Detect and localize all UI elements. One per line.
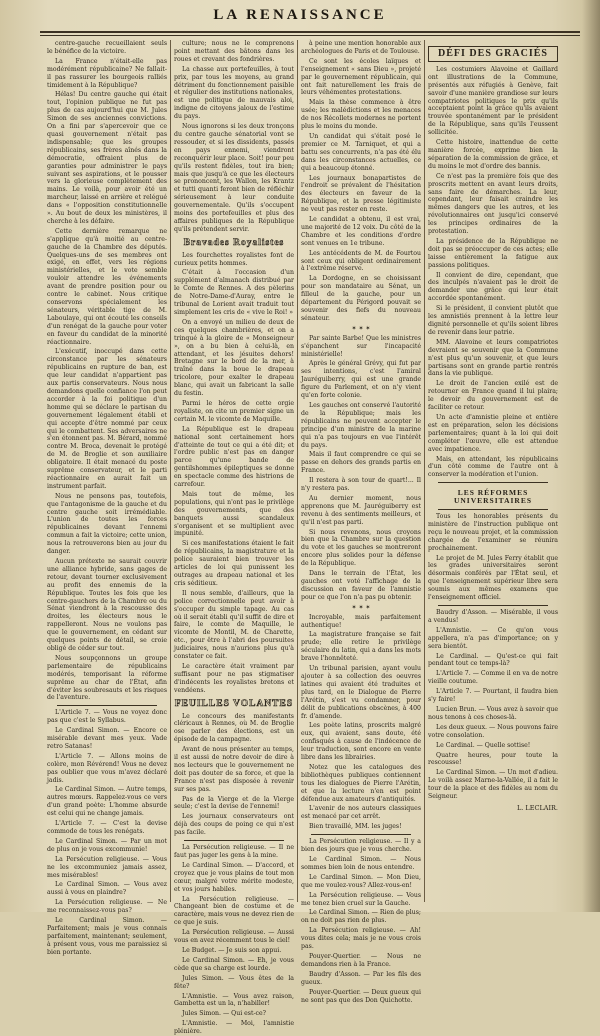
column-3 xyxy=(301,40,421,1004)
dialogue-line: La Persécution religieuse. — Il y a bien des jours que je vous cherche. xyxy=(301,838,421,854)
paragraph: Un candidat qui s'était posé le premier ce M. Tarniquet, et qui a battu ses concurrents, n'a pas été élu dans les circonstances actuelles, ce qui a beaucoup étonné. xyxy=(301,132,421,172)
dialogue-line: Le Cardinal Simon. — Parfaitement; mais je vous connais parfaitement, maintenant; seulement, à présent vous, vous me paraissiez si bien portante. xyxy=(47,917,167,956)
paragraph: La République est le drapeau national sont certainement hors d'atteinte de tout ce qui a été dit; et l'ordre public n'est pas en danger parce qu'une bande de gentilshommes épileptiques se donne en spectacle comme des histrions de carrefour. xyxy=(174,425,294,489)
paragraph: La présidence de la République ne doit pas se préoccuper de ces actes; elle laisse entièrement la fatigue aux passions politiques. xyxy=(428,237,558,269)
paragraph: Incroyable, mais parfaitement authentique! xyxy=(301,613,421,629)
section-heading-feuilles-volantes: FEUILLES VOLANTES xyxy=(174,698,294,709)
paragraph: Il nous semble, d'ailleurs, que la police correctionnelle peut avoir à s'occuper du simple tapage. Au cas où il serait établi qu'il suffit de dire et faire, le comte de Maquille, le vicomte de Montil, M. de Charette, etc., pour être à l'abri des poursuites judiciaires, nous n'aurions plus qu'à constater ce fait. xyxy=(174,589,294,661)
section-rule xyxy=(438,605,548,606)
paragraph: Nous ne pensons pas, toutefois, que l'antagonisme de la gauche et du centre gauche soit irrémédiable. L'union de toutes les forces républicaines devant l'ennemi commun a fait la victoire; cette union, nous la retrouverons bien au jour du danger. xyxy=(47,492,167,556)
section-rule xyxy=(438,509,548,510)
column-1 xyxy=(47,40,167,956)
dialogue-line: Quatre heures, pour toute la rescousse! xyxy=(428,751,558,767)
paragraph: Les poète latins, proscrits malgré eux, qui avaient, sans doute, été confisqués à cause de l'indécence de leur traduction, sont encore en vente libre dans les librairies. xyxy=(301,722,421,762)
paragraph: Le caractère était vraiment par suffisant pour ne pas stigmatiser d'indécents les royalistes bretons et vendéens. xyxy=(174,662,294,694)
paragraph: Les antécédents de M. de Fourtou sont ceux qui obligent ordinairement à l'extrême réserve. xyxy=(301,249,421,273)
paragraph: Dans le terrain de l'État, les gauches ont voté l'affichage de la discussion en faveur de l'amnistie pour ce que l'on n'a pas pu obtenir. xyxy=(301,570,421,601)
section-rule xyxy=(438,482,548,483)
dialogue-line: Baudry d'Asson. — Par les fils des gueux. xyxy=(301,970,421,986)
section-rule xyxy=(311,834,411,835)
paragraph: Mais, en attendant, les républicains d'un côté comme de l'autre ont à conserver la modération et l'union. xyxy=(428,455,558,479)
paragraph: Aucun prétexte ne saurait couvrir une alliance hybride, sans gages de retour, devant tourner exclusivement au profit des ennemis de la République. Toutes les fois que les centre-gauchers de la Chambre ou du Sénat viendront à la rescousse des droites, les électeurs nous le rappelleront. Nous ne voulons pas que le gouvernement, en cédant sur quelques points de détail, se croie obligé de céder sur tout. xyxy=(47,558,167,652)
paragraph: La France n'était-elle pas modérément républicaine? Ne fallait-il pas rassurer les bourgeois ralliés timidement à la République? xyxy=(47,57,167,89)
column-2 xyxy=(174,40,294,1036)
paragraph: La magistrature française se fait prude; elle retire le privilège séculaire du latin, qui a dans les mots brave l'honnêteté. xyxy=(301,631,421,663)
dialogue-line: Le Budget. — Je suis son appui. xyxy=(182,946,282,954)
paragraph: La chasse aux portefeuilles, à tout prix, par tous les moyens, au grand détriment du fonctionnement paisible et régulier des institutions nationales, est une politique de mauvais aloi, indigne de citoyens jaloux de l'estime du pays. xyxy=(174,65,294,121)
ornament-divider: ✶ ✶ ✶ xyxy=(351,603,371,611)
page-edge-shadow xyxy=(582,0,600,912)
dialogue-line: La Persécution religieuse. — Vous me tenez bien cruel sur la Gauche. xyxy=(301,891,421,907)
author-signature: L. LECLAIR. xyxy=(516,803,558,812)
paragraph: Un tribunal parisien, ayant voulu ajouter à sa collection des oeuvres latines qui avaient été traduites et plus tard, en le Dialogue de Pierre l'Arétin, s'est vu condamner, pour délit de publications obscènes, à 400 fr. d'amende. xyxy=(301,665,421,720)
dialogue-line: La Persécution religieuse. — Aussi vous en avez récemment tous le ciel! xyxy=(174,929,294,945)
dialogue-line: Le Cardinal Simon. — Mon Dieu, que me voulez-vous? Allez-vous-en! xyxy=(301,873,421,889)
paragraph: Cette histoire, inattendue de cette manière forcée, exprime bien la séparation de la commission de grâce, et du moins le mot d'ordre des bannis. xyxy=(428,139,558,170)
dialogue-line: Les deux gueux. — Nous pouvons faire votre consolation. xyxy=(428,723,559,739)
paragraph: Ce sont les écoles laïques et l'enseignement « sans Dieu », projeté par le gouvernement républicain, qui ont fait naturellement les frais de leurs véhémentes protestations. xyxy=(301,57,421,97)
dialogue-line: La Persécution religieuse. — Vous ne les excommuniez jamais assez, mes misérables! xyxy=(47,855,167,879)
paragraph: Mais tout de même, les populations, qui n'ont pas le privilège des gouvernements, que des banquets aussi scandaleux s'organisent et se multiplient avec impunité. xyxy=(174,490,294,538)
dialogue-line: L'Amnistie. — Vous avez raison, Gambetta est un la, n'habiller! xyxy=(174,992,294,1008)
dialogue-line: Le Cardinal. — Qu'est-ce qui fait pendant tout ce temps-là? xyxy=(428,652,558,668)
dialogue-line: Le Cardinal Simon. — Nous sommes bien loin de nous entendre. xyxy=(301,856,421,871)
paragraph: MM. Alavoine et leurs compatriotes devraient se souvenir que la Commune n'est plus qu'un souvenir, et que leurs partisans sont en grande partie rentrés dans la vie publique. xyxy=(428,338,558,378)
dialogue-line: L'Article 7. — Vous ne voyez donc pas que c'est le Syllabus. xyxy=(47,709,167,725)
paragraph: Avant de nous présenter au temps, il est aussi de notre devoir de dire à nos lecteurs que le gouvernement ne doit pas douter de sa force, et que la France n'est pas disposée à revenir sur ses pas. xyxy=(174,746,294,793)
paragraph: Le candidat a obtenu, il est vrai, une majorité de 12 voix. Du côté de la Chambre et les conditions d'ordre sont venues en 1e tribune. xyxy=(301,216,421,247)
dialogue-line: Pouyer-Quertier. — Deux gueux qui ne sont pas que des Don Quichotte. xyxy=(301,988,421,1004)
dialogue-line: Le Cardinal Simon. — Par un mot de plus on je vous excommunie! xyxy=(47,837,167,853)
header-rule-thick xyxy=(40,31,580,33)
dialogue-line: Jules Simon. — Vous êtes de la fête? xyxy=(174,974,294,990)
paragraph: Notez que les catalogues des bibliothèques publiques contiennent tous les dialogues de Pierre l'Arétin, et que la lecture n'en est point défendue aux amateurs d'antiquités. xyxy=(301,763,421,803)
paragraph: Nous soupçonnons un groupe parlementaire de républicains modérés, temporisant la réforme suprême au char de l'État, afin d'éviter les soubresauts et les risques de l'aventure. xyxy=(47,654,167,702)
column-divider xyxy=(170,40,171,902)
paragraph: Par sainte Barbe! Que les ministres s'épanchent sur l'incapacité ministérielle! xyxy=(301,334,421,358)
paragraph: Il convient de dire, cependant, que des inculpés n'avaient pas le droit de demander une grâce qui leur était accordée spontanément. xyxy=(428,271,558,303)
paragraph: L'avenir de nos auteurs classiques est menacé par cet arrêt. xyxy=(301,805,421,821)
paragraph: centre-gauche recueillaient seuls le bénéfice de la victoire. xyxy=(47,40,167,55)
dialogue-line: Baudry d'Asson. — Misérable, il vous a vendus! xyxy=(428,609,558,624)
paragraph: Les journaux conservateurs ont déjà des coups de poing ce qui n'est pas facile. xyxy=(174,813,294,837)
paragraph: Si ces manifestations étaient le fait de républicains, la magistrature et la police sauraient bien trouver les articles de loi qui punissent les outrages au drapeau national et les cris séditieux. xyxy=(174,540,294,587)
paragraph: Les fourchettes royalistes font de curieux petits hommes. xyxy=(174,251,294,267)
dialogue-line: L'Article 7. — C'est la devise commode de tous les renégats. xyxy=(47,820,167,835)
paragraph: Le concours des manifestants cléricaux à Rennes, où M. de Broglie ose parler des élections, est un épisode de la campagne. xyxy=(174,712,294,744)
section-heading-bravades: Bravades Royalistes xyxy=(183,237,285,248)
section-heading-defi-des-gracies: DÉFI DES GRACIÉS xyxy=(428,46,558,62)
dialogue-line: Jules Simon. — Qui est-ce? xyxy=(182,1010,266,1018)
masthead-title: LA RENAISSANCE xyxy=(213,7,387,23)
dialogue-line: Pouyer-Quertier. — Nous ne demandons rien à la France. xyxy=(301,952,421,968)
paragraph: à peine une mention honorable aux archéologues de Paris et de Toulouse. xyxy=(301,40,421,55)
header-rule-thin xyxy=(40,35,580,36)
paragraph: Après le général Grévy, qui fut par ses intentions, c'est l'amiral Jauréguiberry, qui est une grande figure du Parlement, et on n'y vient qu'en forte colonie. xyxy=(301,360,421,400)
section-rule xyxy=(184,840,284,841)
dialogue-line: Le Cardinal Simon. — Rien de plus; on ne doit pas rien de plus. xyxy=(301,909,421,925)
section-rule xyxy=(57,705,157,706)
dialogue-line: Le Cardinal Simon. — Eh, je vous cède que sa charge est lourde. xyxy=(174,956,294,972)
dialogue-line: Le Cardinal Simon. — Un mot d'adieu. Le voilà assez Marne-la-Vallée, il a fait le tour de la place et des fidèles au nom du Seigneur. xyxy=(428,769,558,801)
paragraph: Les gauches ont conservé l'autorité de la République; mais les républicains ne peuvent accepter le principe d'un ministre de la marine qui n'a pas toujours en vue l'intérêt du pays. xyxy=(301,401,421,449)
dialogue-line: Le Cardinal. — Quelle sottise! xyxy=(436,741,531,749)
ornament-divider: ✶ ✶ ✶ xyxy=(351,324,371,332)
dialogue-line: La Persécution religieuse. — Ne me reconnaissez-vous pas? xyxy=(47,899,167,915)
paragraph: Nous ignorons si les deux tronçons du centre gauche sénatorial vont se ressouder, et si les dissidents, passés en pays ennemi, viendront reconquérir leur place. Soit! pour peu qu'ils restent fidèles, tout ira bien; mais que jusqu'à ce que les électeurs se prononcent, les Wallon, les Krantz et tutti quanti feront bien de réfléchir sérieusement à leur conduite gouvernementale. Qu'ils s'occupent moins des portefeuilles et plus des affaires publiques de la République qu'ils prétendent servir. xyxy=(174,123,294,233)
column-4 xyxy=(428,40,558,902)
paragraph: Les costumiers Alavoine et Gaillard ont illustrations de la Commune, présentés aux réfugiés à Genève, fait savoir d'une manière grandiose sur leurs compatriotes politiques le prix qu'ils acceptaient point la grâce qu'ils avaient trouvée spontanément par le président de la République, sans qu'ils l'eussent sollicitée. xyxy=(428,65,558,137)
paragraph: La Dordogne, en se choisissant pour son mandataire au Sénat, un filleul de la gauche, pour un département du Périgord pouvait se souvenir des fiefs du nouveau sénateur. xyxy=(301,275,421,322)
paragraph: Cette dernière remarque ne s'applique qu'à moitié au centre-gauche de la Chambre des députés. Quelques-uns de ses membres ont exigé, en effet, vers les régions ministérielles, et le vote semble vouloir attendre les événements avant de prendre position pour ou contre le cabinet. Nous critique conservons spécialement les sénateurs, véritable tige de M. Laboulaye, qui ont écouté les conseils d'un renégat de la gauche pour voter en faveur du candidat de la minorité réactionnaire. xyxy=(47,227,167,346)
dialogue-line: La Persécution religieuse. — Il ne faut pas juger les gens à la mine. xyxy=(174,844,294,859)
paragraph: Parmi le héros de cette orgie royaliste, on cite un premier signe un certain M. le vicomte de Maquille. xyxy=(174,399,294,423)
section-heading-reformes-universitaires: LES RÉFORMES UNIVERSITAIRES xyxy=(453,488,533,506)
dialogue-line: La Persécution religieuse. — Changeant bien de costume et de caractère, mais vous ne devez rien de ce que je suis. xyxy=(174,895,294,927)
masthead xyxy=(0,0,600,30)
paragraph: Le droit de l'ancien exilé est de retourner en France quand il lui plaira; le devoir du gouvernement est de faciliter ce retour. xyxy=(428,380,558,412)
paragraph: Le projet de M. Jules Ferry établit que les grades universitaires seront désormais conférés par l'État seul, et que l'enseignement supérieur libre sera soumis aux mêmes examens que l'enseignement officiel. xyxy=(428,554,558,602)
paragraph: Si le président, il convient plutôt que les amnistiés prennent à la lettre leur dignité personnelle et qu'ils soient libres de revenir dans leur patrie. xyxy=(428,305,558,336)
paragraph: Hélas! Du centre gauche qui était tout, l'opinion publique ne fut pas plus de cas aujourd'hui que M. Jules Simon de ses anciennes convictions. On a fini par s'apercevoir que ce quasi gouvernement n'était pas indispensable; que les groupes républicains, ses frères aînés dans la démocratie, offraient plus de garanties pour administrer le pays suivant ses aspirations, et le pousser vers la glorieuse complètement des mains. Le voilà, pour avoir été un marcheur, laissé en arrière et relégué dans « l'opposition constitutionnelle ». Au bout de deux les ministères, il cherche à les défaire. xyxy=(47,91,167,225)
paragraph: Si nous revenons, nous croyons bien que la Chambre sur la question du vote et les gauches se montreront encore plus solides pour la défense de la République. xyxy=(301,528,421,568)
paragraph: On a envoyé un milieu de deux de ces quelques chambrières, et on a trinqué à la gloire de « Monseigneur », on a bu bien à celui-là, en attendant, et les jésuites dehors! Bretagne sur le bord de la mer, à traîné dans la boue le drapeau tricolore, pour exalter le drapeau blanc, qui avait un fabricant la salle du festin. xyxy=(174,318,294,398)
paragraph: Pas de la Vierge et de la Vierge seule; c'est la devise de l'ennemi! xyxy=(174,795,294,811)
dialogue-line: L'Amnistie. — Ce qu'on vous appellera, n'a pas d'importance; on y sera bientôt. xyxy=(428,626,558,650)
column-divider xyxy=(297,40,298,902)
dialogue-line: Lucien Brun. — Vous avez à savoir que nous tenons à ces choses-là. xyxy=(428,705,558,721)
paragraph: culture; nous ne le comprenons point mettant des bâtons dans les roues et crevant des fondrières. xyxy=(174,40,294,63)
dialogue-line: L'Article 7. — Pourtant, il faudra bien s'y faire! xyxy=(428,688,558,704)
column-divider xyxy=(424,40,425,902)
paragraph: Les journaux bonapartistes de l'endroit se prévalent de l'hésitation des électeurs en faveur de la République, et la presse légitimiste ne veut pas rester en reste. xyxy=(301,174,421,214)
paragraph: Bien travaillé, MM. les juges! xyxy=(309,823,402,831)
paragraph: Tous les honorables présents du ministère de l'instruction publique ont reçu le nouveau projet, et la commission chargée de l'examiner se réunira prochainement. xyxy=(428,513,558,552)
dialogue-line: Le Cardinal Simon. — Autre temps, autres mœurs. Rappelez-vous ce vers d'un grand poète: L'homme absurde est celui qui ne change jamais. xyxy=(47,786,167,818)
dialogue-line: Le Cardinal Simon. — Vous avez aussi à vous en plaindre? xyxy=(47,881,167,897)
paragraph: Au dernier moment, nous apprenons que M. Jauréguiberry est revenu à des sentiments meilleurs, et qu'il n'est pas parti. xyxy=(301,494,421,526)
dialogue-line: Le Cardinal Simon. — D'accord, et croyez que je vous plains de tout mon cœur, malgré votre mérite modeste, et vos jours habiles. xyxy=(174,861,294,893)
paragraph: Mais la thèse commence à être usée; les malédictions et les menaces de nos Récollets modernes ne portent plus le moins du monde. xyxy=(301,99,421,131)
dialogue-line: La Persécution religieuse. — Ah! vous dites cela; mais je ne vous crois pas. xyxy=(301,927,421,951)
paragraph: L'exécutif, inoccupé dans cette circonstance par les sénateurs républicains en rupture de ban, est que leur candidat n'appartient pas aux partis conservateurs. Nous nous demandons quelle confiance l'on peut accorder à la foi politique d'un homme qui se déclare le partisan du gouvernement légalement établi et qui accepte d'être nommé par ceux qui le combattent. Ses adversaires ne s'en étonnent pas. M. Bérard, nommé contre M. Broca, devenait le protégé de M. de Broglie et son auxiliaire obligatoire. Il était menacé du poste suprême conservateur, et le parti réactionnaire en aurait fait un instrument parfait. xyxy=(47,348,167,490)
dialogue-line: L'Article 7. — Allons moins de colère, mon Révérend! Vous ne devez pas oublier que vous m'avez déclaré jadis. xyxy=(47,752,167,784)
dialogue-line: L'Amnistie. — Moi, l'amnistie plénière. xyxy=(174,1020,294,1036)
paragraph: C'était à l'occasion d'un supplément d'almanach distribué par le Comte de Rennes. A des pèlerins de Notre-Dame-d'Auray, entre le tribunal de Lorient avait traduit tout simplement les cris de « vive le Roi! » xyxy=(174,269,294,316)
dialogue-line: L'Article 7. — Comme il en va de notre vieille coutume. xyxy=(428,670,558,686)
paragraph: Mais il faut comprendre ce qui se passe en dehors des grands partis en France. xyxy=(301,451,421,475)
dialogue-line: Le Cardinal Simon. — Encore ce misérable devant mes yeux. Vade retro Satanas! xyxy=(47,727,167,750)
paragraph: Un acte d'amnistie pleine et entière est en préparation, selon les décisions parlementaires; quant à la loi qui doit compléter l'œuvre, elle est attendue avec impatience. xyxy=(428,413,558,453)
paragraph: Ce n'est pas la première fois que des proscrits mettent en avant leurs droits, sans faire de démarches. La leur, cependant, leur faisait craindre les mêmes dangers que les autres, et les révolutionnaires ont jusqu'ici conservé les principes ordinaires de la protestation. xyxy=(428,172,558,236)
paragraph: Il restera à son tour de quart!... Il n'y restera pas. xyxy=(301,477,421,493)
